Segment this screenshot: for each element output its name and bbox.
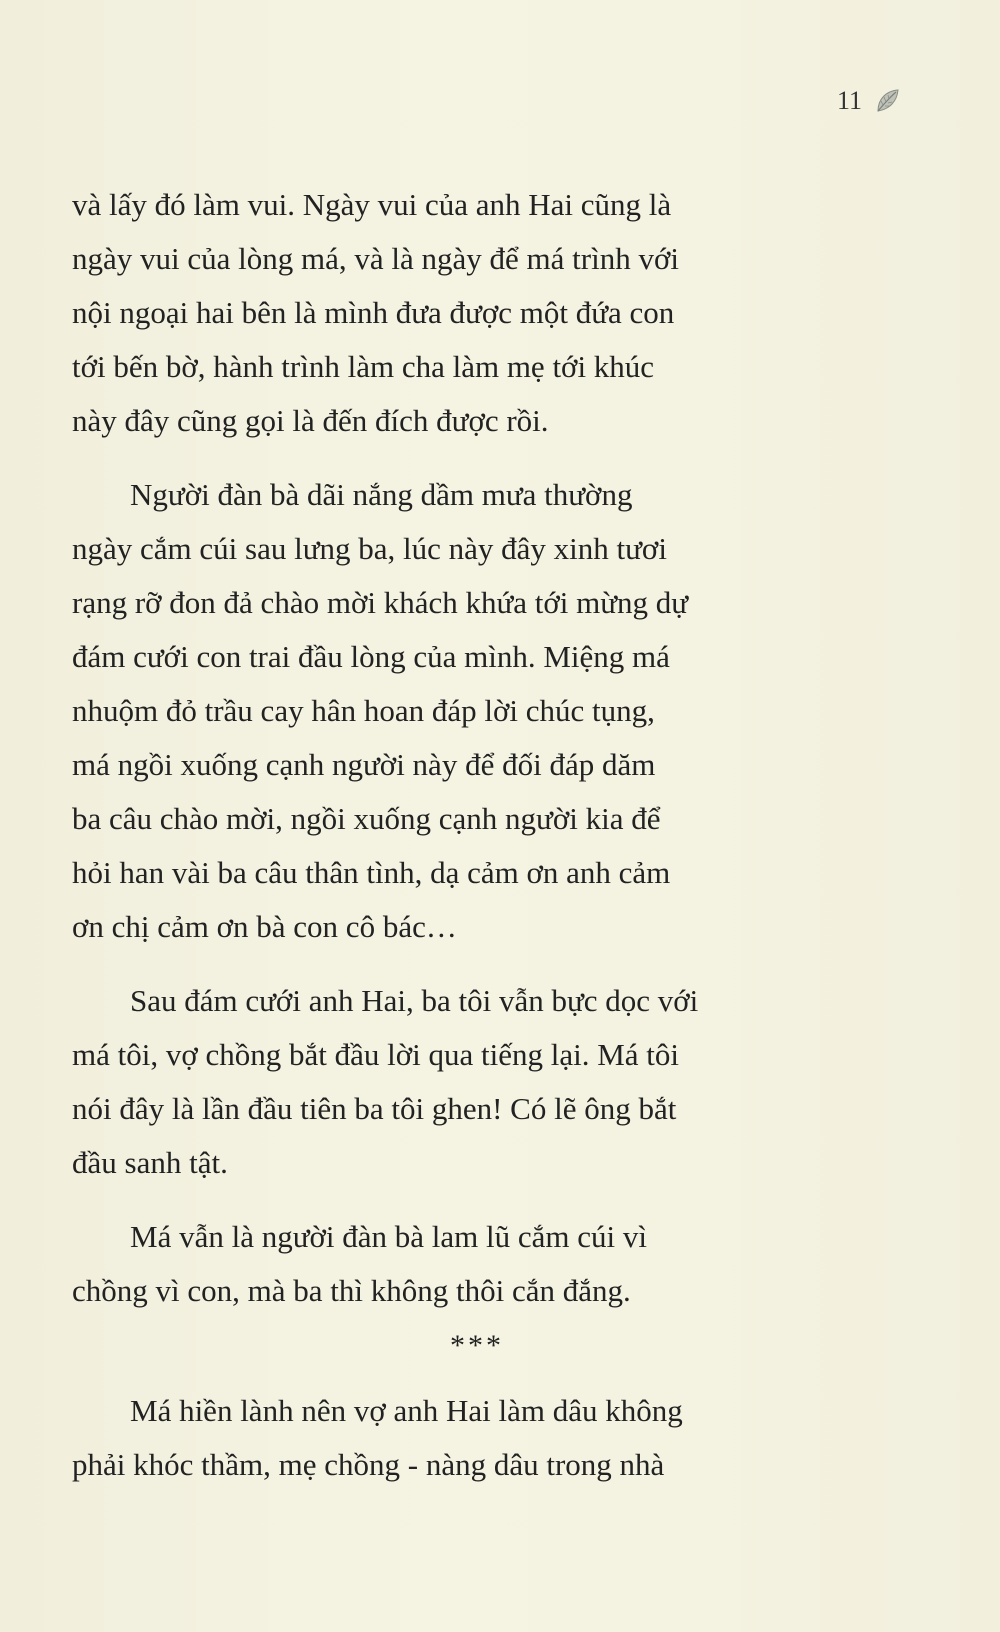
text-line: hỏi han vài ba câu thân tình, dạ cảm ơn anh cảm: [72, 855, 671, 890]
leaf-icon: [874, 87, 900, 115]
text-line: ngày vui của lòng má, và là ngày để má trình với: [72, 241, 679, 276]
section-separator: ***: [450, 1329, 504, 1362]
text-line: tới bến bờ, hành trình làm cha làm mẹ tới khúc: [72, 349, 655, 384]
text-line: này đây cũng gọi là đến đích được rồi.: [72, 403, 549, 438]
text-line: và lấy đó làm vui. Ngày vui của anh Hai cũng là: [72, 187, 672, 222]
text-line: má ngồi xuống cạnh người này để đối đáp dăm: [72, 747, 656, 782]
text-line: chồng vì con, mà ba thì không thôi cắn đắng.: [72, 1273, 631, 1308]
text-line: nội ngoại hai bên là mình đưa được một đứa con: [72, 295, 675, 330]
paragraph-3: [72, 974, 882, 1190]
text-line: ba câu chào mời, ngồi xuống cạnh người kia để: [72, 801, 661, 836]
paragraph-2: [72, 468, 882, 954]
text-line: đám cưới con trai đầu lòng của mình. Miệng má: [72, 639, 670, 674]
text-line: má tôi, vợ chồng bắt đầu lời qua tiếng lại. Má tôi: [72, 1037, 680, 1072]
paragraph-4: [72, 1210, 882, 1318]
text-line: phải khóc thầm, mẹ chồng - nàng dâu trong nhà: [72, 1447, 665, 1482]
text-line: ơn chị cảm ơn bà con cô bác…: [72, 909, 457, 944]
text-line: Má vẫn là người đàn bà lam lũ cắm cúi vì: [130, 1219, 647, 1254]
text-line: Sau đám cưới anh Hai, ba tôi vẫn bực dọc với: [130, 983, 699, 1018]
paragraph-gap: [72, 448, 882, 468]
text-line: rạng rỡ đon đả chào mời khách khứa tới mừng dự: [72, 585, 689, 620]
text-line: Người đàn bà dãi nắng dầm mưa thường: [130, 477, 633, 512]
paragraph-gap: [72, 954, 882, 974]
page-number: 11: [836, 86, 862, 115]
page-content: [72, 178, 882, 1492]
text-line: nói đây là lần đầu tiên ba tôi ghen! Có lẽ ông bắt: [72, 1091, 677, 1126]
text-line: đầu sanh tật.: [72, 1145, 228, 1180]
paragraph-5: [72, 1384, 882, 1492]
text-line: ngày cắm cúi sau lưng ba, lúc này đây xinh tươi: [72, 531, 667, 566]
paragraph-1: [72, 178, 882, 448]
text-line: Má hiền lành nên vợ anh Hai làm dâu không: [130, 1393, 683, 1428]
text-line: nhuộm đỏ trầu cay hân hoan đáp lời chúc tụng,: [72, 693, 655, 728]
paragraph-gap: [72, 1190, 882, 1210]
page-header: [837, 86, 900, 116]
